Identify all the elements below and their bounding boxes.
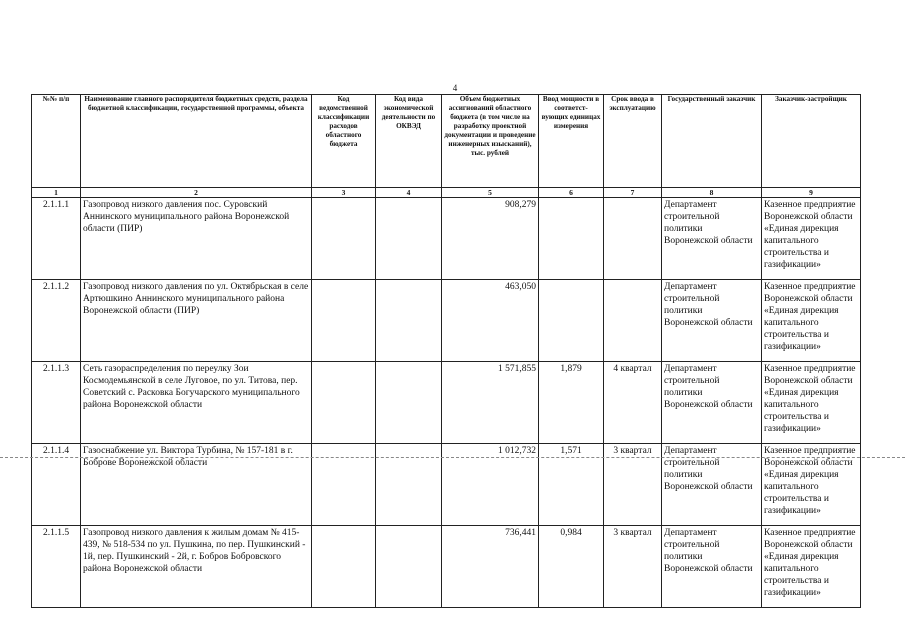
- object-name: Газопровод низкого давления к жилым домам № 415-439, № 518-534 по ул. Пушкина, по пер. Пушкинский - 1й, пер. Пушкинский - 2й, г. Бобров Бобровского района Воронежской области: [81, 526, 312, 608]
- commissioning-term: [604, 280, 662, 362]
- column-number: 6: [539, 188, 604, 198]
- object-name: Газопровод низкого давления пос. Суровский Аннинского муниципального района Воронежской области (ПИР): [81, 198, 312, 280]
- state-customer: Департамент строительной политики Воронежской области: [662, 526, 762, 608]
- row-index: 2.1.1.2: [32, 280, 81, 362]
- table-row: [32, 362, 861, 444]
- object-name: Газоснабжение ул. Виктора Турбина, № 157-181 в г. Боброве Воронежской области: [81, 444, 312, 526]
- scan-strike-line: [0, 457, 905, 458]
- budget-code: [312, 444, 376, 526]
- column-number: 8: [662, 188, 762, 198]
- budget-code: [312, 526, 376, 608]
- developer: Казенное предприятие Воронежской области «Единая дирекция капитального строительства и газификации»: [762, 444, 861, 526]
- budget-table: [31, 94, 861, 608]
- amount: 463,050: [442, 280, 539, 362]
- capacity: 1,879: [539, 362, 604, 444]
- table-row: [32, 444, 861, 526]
- header-cell: Объем бюджетных ассигнований областного бюджета (в том числе на разработку проектной документации и проведение инженерных изысканий), тыс. рублей: [442, 95, 539, 188]
- header-cell: Государственный заказчик: [662, 95, 762, 188]
- developer: Казенное предприятие Воронежской области «Единая дирекция капитального строительства и газификации»: [762, 280, 861, 362]
- amount: 1 571,855: [442, 362, 539, 444]
- capacity: [539, 280, 604, 362]
- header-cell: Срок ввода в эксплуатацию: [604, 95, 662, 188]
- column-number: 4: [376, 188, 442, 198]
- amount: 908,279: [442, 198, 539, 280]
- state-customer: Департамент строительной политики Воронежской области: [662, 280, 762, 362]
- object-name: Газопровод низкого давления по ул. Октябрьская в селе Артюшкино Аннинского муниципального района Воронежской области (ПИР): [81, 280, 312, 362]
- commissioning-term: 3 квартал: [604, 444, 662, 526]
- okved-code: [376, 280, 442, 362]
- commissioning-term: 3 квартал: [604, 526, 662, 608]
- header-cell: Заказчик-застройщик: [762, 95, 861, 188]
- capacity: [539, 198, 604, 280]
- developer: Казенное предприятие Воронежской области «Единая дирекция капитального строительства и газификации»: [762, 526, 861, 608]
- header-cell: №№ п/п: [32, 95, 81, 188]
- row-index: 2.1.1.4: [32, 444, 81, 526]
- table-row: [32, 526, 861, 608]
- okved-code: [376, 198, 442, 280]
- column-number: 1: [32, 188, 81, 198]
- commissioning-term: [604, 198, 662, 280]
- header-cell: Код ведомственной классификации расходов областного бюджета: [312, 95, 376, 188]
- page-number: 4: [452, 83, 458, 93]
- column-number: 3: [312, 188, 376, 198]
- header-cell: Ввод мощности в соответст-вующих единицах измерения: [539, 95, 604, 188]
- developer: Казенное предприятие Воронежской области «Единая дирекция капитального строительства и газификации»: [762, 362, 861, 444]
- row-index: 2.1.1.3: [32, 362, 81, 444]
- column-number: 9: [762, 188, 861, 198]
- state-customer: Департамент строительной политики Воронежской области: [662, 198, 762, 280]
- capacity: 1,571: [539, 444, 604, 526]
- okved-code: [376, 444, 442, 526]
- table-row: [32, 198, 861, 280]
- header-cell: Код вида экономической деятельности по ОКВЭД: [376, 95, 442, 188]
- budget-code: [312, 280, 376, 362]
- state-customer: Департамент строительной политики Воронежской области: [662, 362, 762, 444]
- row-index: 2.1.1.5: [32, 526, 81, 608]
- amount: 736,441: [442, 526, 539, 608]
- state-customer: Департамент строительной политики Воронежской области: [662, 444, 762, 526]
- okved-code: [376, 526, 442, 608]
- okved-code: [376, 362, 442, 444]
- table-row: [32, 280, 861, 362]
- column-number: 5: [442, 188, 539, 198]
- row-index: 2.1.1.1: [32, 198, 81, 280]
- commissioning-term: 4 квартал: [604, 362, 662, 444]
- column-number-row: [32, 188, 861, 198]
- budget-code: [312, 198, 376, 280]
- column-number: 2: [81, 188, 312, 198]
- header-row: [32, 95, 861, 188]
- header-cell: Наименование главного распорядителя бюджетных средств, раздела бюджетной классификации, государственной программы, объекта: [81, 95, 312, 188]
- amount: 1 012,732: [442, 444, 539, 526]
- capacity: 0,984: [539, 526, 604, 608]
- object-name: Сеть газораспределения по переулку Зои Космодемьянской в селе Луговое, по ул. Титова, пер. Советский с. Расковка Богучарского муниципального района Воронежской области: [81, 362, 312, 444]
- budget-code: [312, 362, 376, 444]
- developer: Казенное предприятие Воронежской области «Единая дирекция капитального строительства и газификации»: [762, 198, 861, 280]
- column-number: 7: [604, 188, 662, 198]
